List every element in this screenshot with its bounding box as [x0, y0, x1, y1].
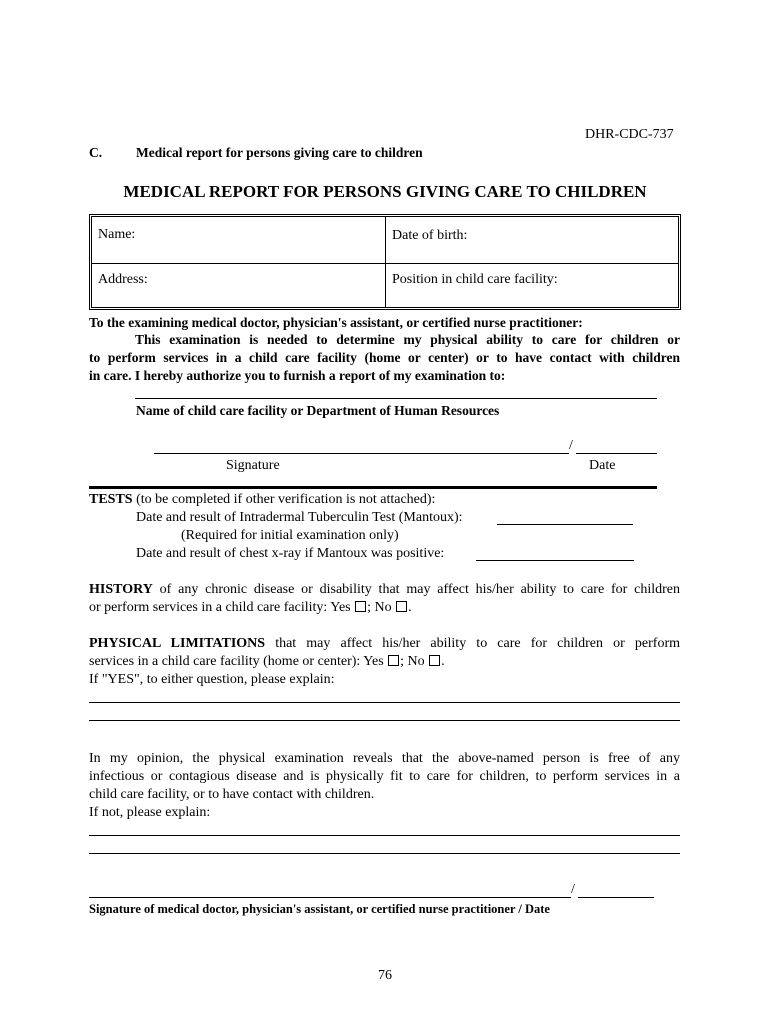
limitations-line-1 [89, 635, 680, 653]
form-code: DHR-CDC-737 [585, 127, 674, 142]
limitations-line-2-text: services in a child care facility (home or center): Yes [89, 654, 388, 669]
table-divider-horizontal [92, 263, 678, 264]
opinion-explain-line-1[interactable] [89, 835, 680, 836]
examiner-signature-label: Signature of medical doctor, physician's assistant, or certified nurse practitioner / Date [89, 902, 550, 916]
limitations-explain-line-2[interactable] [89, 720, 680, 721]
signature-label: Signature [226, 458, 280, 473]
section-divider [89, 486, 657, 489]
limitations-no-checkbox[interactable] [429, 655, 440, 666]
limitations-sep: ; No [400, 654, 429, 669]
tb-test-label: Date and result of Intradermal Tuberculin Test (Mantoux): [136, 510, 463, 525]
history-end: . [408, 600, 412, 615]
history-line-1-text: of any chronic disease or disability that may affect his/her ability to care for children [152, 582, 680, 597]
table-divider-vertical [385, 217, 386, 307]
authorization-line-1: This examination is needed to determine my physical ability to care for children or [135, 332, 680, 347]
signature-date-slash: / [569, 438, 573, 453]
history-line-1 [89, 581, 680, 599]
tb-test-line[interactable] [497, 524, 633, 525]
authorization-heading: To the examining medical doctor, physician's assistant, or certified nurse practitioner: [89, 315, 583, 330]
examiner-slash: / [571, 882, 575, 897]
opinion-line-1: In my opinion, the physical examination reveals that the above-named person is free of any [89, 751, 680, 766]
address-field[interactable]: Address: [98, 272, 148, 287]
limitations-end: . [441, 654, 445, 669]
xray-label: Date and result of chest x-ray if Mantoux was positive: [136, 546, 445, 561]
opinion-explain: If not, please explain: [89, 805, 211, 820]
tb-test-note: (Required for initial examination only) [181, 528, 399, 543]
authorization-line-3: in care. I hereby authorize you to furnish a report of my examination to: [89, 368, 506, 383]
facility-label: Name of child care facility or Department of Human Resources [136, 403, 500, 418]
history-line-2 [89, 599, 412, 617]
applicant-date-line[interactable] [576, 453, 657, 454]
authorization-line-2: to perform services in a child care facility (home or center) or to have contact with children [89, 350, 680, 365]
limitations-line-1-text: that may affect his/her ability to care for children or perform [265, 636, 680, 651]
limitations-heading: PHYSICAL LIMITATIONS [89, 636, 266, 651]
applicant-signature-line[interactable] [154, 453, 569, 454]
limitations-line-2 [89, 653, 445, 671]
dob-field[interactable]: Date of birth: [392, 228, 468, 243]
xray-line[interactable] [476, 560, 634, 561]
main-title: MEDICAL REPORT FOR PERSONS GIVING CARE TO CHILDREN [123, 182, 647, 201]
history-sep: ; No [367, 600, 396, 615]
examiner-date-line[interactable] [578, 897, 654, 898]
history-yes-checkbox[interactable] [355, 601, 366, 612]
opinion-explain-line-2[interactable] [89, 853, 680, 854]
history-line-2-text: or perform services in a child care facility: Yes [89, 600, 355, 615]
examiner-signature-line[interactable] [89, 897, 571, 898]
tests-intro [89, 491, 435, 509]
name-field[interactable]: Name: [98, 227, 136, 242]
opinion-line-2: infectious or contagious disease and is physically fit to care for children, to perform services in a [89, 769, 680, 784]
history-heading: HISTORY [89, 582, 153, 597]
limitations-explain: If "YES", to either question, please explain: [89, 672, 335, 687]
page-number: 76 [378, 968, 392, 983]
limitations-yes-checkbox[interactable] [388, 655, 399, 666]
section-title: Medical report for persons giving care to children [136, 145, 423, 160]
limitations-explain-line-1[interactable] [89, 702, 680, 703]
opinion-line-3: child care facility, or to have contact with children. [89, 787, 375, 802]
facility-name-line[interactable] [135, 398, 657, 399]
info-table [89, 214, 681, 310]
date-label: Date [589, 458, 616, 473]
section-letter: C. [89, 145, 103, 160]
position-field[interactable]: Position in child care facility: [392, 272, 558, 287]
tests-intro-text: (to be completed if other verification is not attached): [132, 492, 436, 507]
tests-heading: TESTS [89, 492, 133, 507]
history-no-checkbox[interactable] [396, 601, 407, 612]
